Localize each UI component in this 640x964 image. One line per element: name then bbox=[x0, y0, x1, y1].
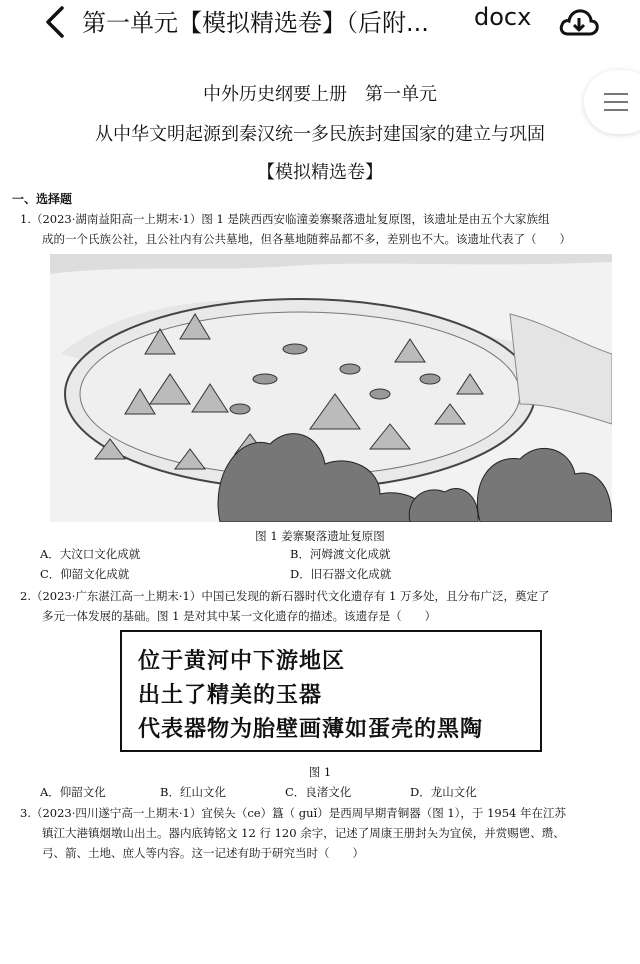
figure-2-caption: 图 1 bbox=[308, 765, 332, 779]
doc-title-line3: 【模拟精选卷】 bbox=[257, 162, 383, 183]
box-line-2: 出土了精美的玉器 bbox=[138, 683, 323, 708]
question-3-line3: 弓、箭、土地、庶人等内容。这一记述有助于研究当时（ ） bbox=[42, 846, 364, 860]
section-heading: 一、选择题 bbox=[12, 192, 73, 206]
doc-title-line1: 中外历史纲要上册 第一单元 bbox=[203, 84, 437, 105]
settlement-illustration bbox=[50, 254, 612, 522]
q1-option-b: B．河姆渡文化成就 bbox=[290, 547, 391, 561]
q2-option-b: B．红山文化 bbox=[160, 785, 226, 799]
figure-1-caption: 图 1 姜寨聚落遗址复原图 bbox=[255, 529, 385, 543]
question-1-line2: 成的一个氏族公社，且公社内有公共墓地，但各墓地随葬品都不多，差别也不大。该遗址代表了（ ） bbox=[42, 232, 571, 246]
culture-description-box bbox=[120, 630, 542, 752]
q1-option-c: C．仰韶文化成就 bbox=[40, 567, 130, 581]
q1-option-a: A．大汶口文化成就 bbox=[40, 547, 141, 561]
box-line-3: 代表器物为胎壁画薄如蛋壳的黑陶 bbox=[138, 717, 484, 742]
question-1-line1: 1.（2023·湖南益阳高一上期末·1）图 1 是陕西西安临潼姜寨聚落遗址复原图，该遗址是由五个大家族组 bbox=[20, 212, 550, 226]
question-3-line1: 3.（2023·四川遂宁高一上期末·1）宜侯夨（ce）簋（ guǐ）是西周早期青铜器（图 1），于 1954 年在江苏 bbox=[20, 806, 567, 820]
q2-option-c: C．良渚文化 bbox=[285, 785, 352, 799]
doc-title-line2: 从中华文明起源到秦汉统一多民族封建国家的建立与巩固 bbox=[95, 124, 545, 145]
question-2-line1: 2.（2023·广东湛江高一上期末·1）中国已发现的新石器时代文化遗存有 1 万多处，且分布广泛，奠定了 bbox=[20, 589, 550, 603]
box-line-1: 位于黄河中下游地区 bbox=[138, 649, 346, 674]
back-arrow-icon[interactable] bbox=[40, 4, 70, 40]
cloud-download-icon[interactable] bbox=[558, 4, 600, 40]
question-3-line2: 镇江大港镇烟墩山出土。器内底铸铭文 12 行 120 余字，记述了周康王册封夨为宜侯，并赏赐鬯、瓒、 bbox=[42, 826, 565, 840]
file-extension: docx bbox=[474, 3, 532, 31]
q1-option-d: D．旧石器文化成就 bbox=[290, 567, 392, 581]
q2-option-d: D．龙山文化 bbox=[410, 785, 477, 799]
menu-icon-bar bbox=[604, 109, 628, 111]
top-bar bbox=[0, 0, 640, 44]
document-title: 第一单元【模拟精选卷】（后附... bbox=[82, 9, 429, 37]
q2-option-a: A．仰韶文化 bbox=[40, 785, 106, 799]
question-2-line2: 多元一体发展的基础。图 1 是对其中某一文化遗存的描述。该遗存是（ ） bbox=[42, 609, 437, 623]
